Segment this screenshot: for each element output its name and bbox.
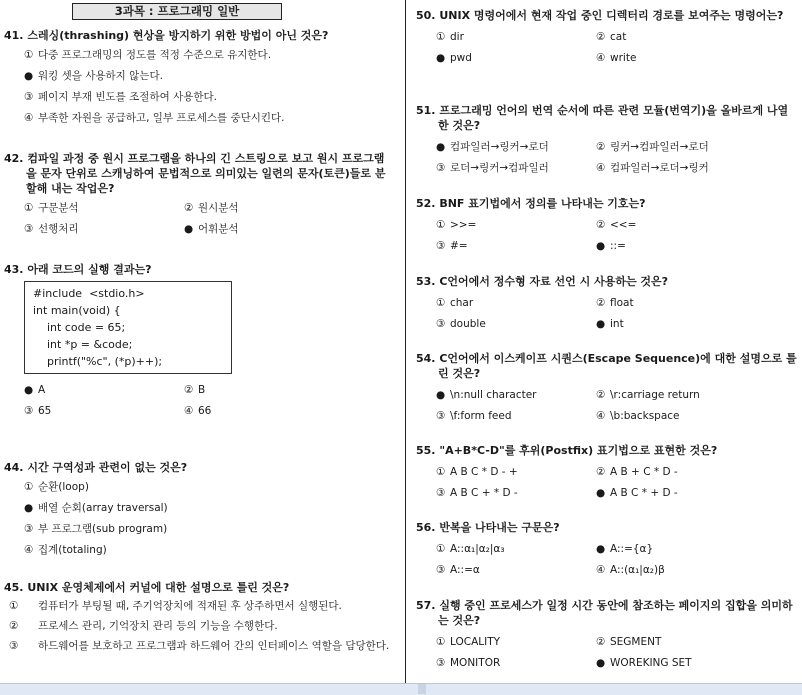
option-marker: ③ xyxy=(24,405,34,417)
question-stem: 실행 중인 프로세스가 일정 시간 동안에 참조하는 페이지의 집합을 의미하는 것은? xyxy=(438,599,793,627)
option-text: A::={α} xyxy=(610,543,654,555)
option[interactable] xyxy=(576,653,798,674)
option-marker: ④ xyxy=(24,112,34,124)
option[interactable] xyxy=(416,48,576,69)
option-text: \n:null character xyxy=(450,389,537,401)
option-text: char xyxy=(450,297,474,309)
option[interactable] xyxy=(164,198,394,219)
option-text: pwd xyxy=(450,52,472,64)
option[interactable] xyxy=(4,598,394,614)
option-marker: ② xyxy=(596,466,606,478)
option-text: \r:carriage return xyxy=(610,389,700,401)
answer-marker: ● xyxy=(24,384,34,396)
option[interactable] xyxy=(576,539,798,560)
option-marker: ③ xyxy=(9,640,19,652)
option-text: dir xyxy=(450,31,464,43)
question-stem: C언어에서 이스케이프 시퀀스(Escape Sequence)에 대한 설명으로 틀린 것은? xyxy=(438,352,797,380)
option-text: 부족한 자원을 공급하고, 일부 프로세스를 중단시킨다. xyxy=(38,112,285,124)
option-text: A B + C * D - xyxy=(610,466,678,478)
option-text: 순환(loop) xyxy=(38,481,89,493)
option[interactable] xyxy=(416,385,576,406)
answer-marker: ● xyxy=(596,318,606,330)
option[interactable] xyxy=(416,314,576,335)
question-43 xyxy=(4,262,394,422)
question-number: 51. xyxy=(416,104,436,117)
question-number: 42. xyxy=(4,152,24,165)
option-marker: ③ xyxy=(24,91,34,103)
option[interactable] xyxy=(576,560,798,581)
question-number: 44. xyxy=(4,461,24,474)
option[interactable] xyxy=(576,385,798,406)
question-number: 57. xyxy=(416,599,436,612)
code-line: #include <stdio.h> xyxy=(33,287,145,300)
option[interactable] xyxy=(416,560,576,581)
answer-marker: ● xyxy=(436,52,446,64)
option-marker: ② xyxy=(596,141,606,153)
option[interactable] xyxy=(576,236,798,257)
option[interactable] xyxy=(416,215,576,236)
option-text: 66 xyxy=(198,405,212,417)
option[interactable] xyxy=(576,293,798,314)
option-marker: ① xyxy=(436,219,446,231)
question-56 xyxy=(416,520,798,581)
option[interactable] xyxy=(4,638,394,654)
answer-marker: ● xyxy=(24,70,34,82)
option[interactable] xyxy=(4,380,164,401)
option-marker: ② xyxy=(596,636,606,648)
option[interactable] xyxy=(416,293,576,314)
option-marker: ② xyxy=(9,620,19,632)
answer-marker: ● xyxy=(596,543,606,555)
option-marker: ④ xyxy=(596,162,606,174)
option-marker: ② xyxy=(184,202,194,214)
code-line: int code = 65; xyxy=(33,321,126,334)
option[interactable] xyxy=(576,406,798,427)
horizontal-scrollbar[interactable] xyxy=(0,683,802,695)
option-marker: ② xyxy=(596,389,606,401)
answer-marker: ● xyxy=(596,657,606,669)
option-text: LOCALITY xyxy=(450,636,501,648)
question-number: 52. xyxy=(416,197,436,210)
option-marker: ① xyxy=(436,636,446,648)
question-50 xyxy=(416,8,798,69)
option-text: float xyxy=(610,297,634,309)
option-text: B xyxy=(198,384,206,396)
question-stem: UNIX 명령어에서 현재 작업 중인 디렉터리 경로를 보여주는 명령어는? xyxy=(439,9,784,22)
option-marker: ④ xyxy=(596,410,606,422)
question-stem: 프로그래밍 언어의 번역 순서에 따른 관련 모듈(번역기)을 올바르게 나열한 것은? xyxy=(438,104,789,132)
option[interactable] xyxy=(4,401,164,422)
option[interactable] xyxy=(164,380,394,401)
option[interactable] xyxy=(416,158,576,179)
question-stem: 시간 구역성과 관련이 없는 것은? xyxy=(27,461,188,474)
option[interactable] xyxy=(416,462,576,483)
code-box xyxy=(24,281,232,374)
answer-marker: ● xyxy=(596,240,606,252)
option-text: A xyxy=(38,384,46,396)
option-text: 부 프로그램(sub program) xyxy=(38,523,168,535)
option-text: >>= xyxy=(450,219,477,231)
option[interactable] xyxy=(4,477,394,498)
question-stem: "A+B*C-D"를 후위(Postfix) 표기법으로 표현한 것은? xyxy=(439,444,718,457)
option-text: 프로세스 관리, 기억장치 관리 등의 기능을 수행한다. xyxy=(38,620,278,632)
option-marker: ③ xyxy=(436,318,446,330)
option-marker: ① xyxy=(24,49,34,61)
option[interactable] xyxy=(576,314,798,335)
option-text: 페이지 부재 빈도를 조절하여 사용한다. xyxy=(38,91,217,103)
option[interactable] xyxy=(576,48,798,69)
option-marker: ① xyxy=(436,297,446,309)
option-marker: ② xyxy=(596,219,606,231)
question-stem: C언어에서 정수형 자료 선언 시 사용하는 것은? xyxy=(439,275,669,288)
option[interactable] xyxy=(164,219,394,240)
question-52 xyxy=(416,196,798,257)
option-text: 65 xyxy=(38,405,52,417)
option-text: 배열 순회(array traversal) xyxy=(38,502,168,514)
option[interactable] xyxy=(4,498,394,519)
option-text: #= xyxy=(450,240,468,252)
option-marker: ① xyxy=(436,466,446,478)
option-marker: ② xyxy=(596,31,606,43)
option-marker: ③ xyxy=(436,410,446,422)
question-stem: 스레싱(thrashing) 현상을 방지하기 위한 방법이 아닌 것은? xyxy=(27,29,329,42)
question-stem: 컴파일 과정 중 원시 프로그램을 하나의 긴 스트링으로 보고 원시 프로그램을 문자 단위로 스캐닝하여 문법적으로 의미있는 일련의 문자(토큰)들로 분할해 내는 작업은? xyxy=(26,152,386,195)
option-text: 컴파일러→링커→로더 xyxy=(450,141,549,153)
option[interactable] xyxy=(416,236,576,257)
question-number: 41. xyxy=(4,29,24,42)
option[interactable] xyxy=(416,483,576,504)
option[interactable] xyxy=(4,540,394,561)
option-text: 어휘분석 xyxy=(198,223,239,235)
question-number: 45. xyxy=(4,581,24,594)
option-text: 워킹 셋을 사용하지 않는다. xyxy=(38,70,163,82)
option-text: 컴파일러→로더→링커 xyxy=(610,162,709,174)
option-text: 원시분석 xyxy=(198,202,239,214)
option-text: write xyxy=(610,52,637,64)
option[interactable] xyxy=(416,27,576,48)
option-text: WOREKING SET xyxy=(610,657,692,669)
option-text: \b:backspace xyxy=(610,410,680,422)
option-text: A B C * + D - xyxy=(610,487,678,499)
option-text: 다중 프로그래밍의 정도를 적정 수준으로 유지한다. xyxy=(38,49,272,61)
question-number: 50. xyxy=(416,9,436,22)
option[interactable] xyxy=(4,66,394,87)
option-text: 선행처리 xyxy=(38,223,79,235)
subject-title: 3과목 : 프로그래밍 일반 xyxy=(72,3,282,20)
option-marker: ③ xyxy=(436,487,446,499)
scrollbar-thumb[interactable] xyxy=(418,684,426,694)
option-text: ::= xyxy=(610,240,626,252)
option-text: A::(α₁|α₂)β xyxy=(610,564,665,576)
option[interactable] xyxy=(4,219,164,240)
question-41 xyxy=(4,28,394,129)
answer-marker: ● xyxy=(24,502,34,514)
question-number: 56. xyxy=(416,521,436,534)
option-text: A B C + * D - xyxy=(450,487,518,499)
option[interactable] xyxy=(416,539,576,560)
answer-marker: ● xyxy=(436,389,446,401)
option[interactable] xyxy=(4,45,394,66)
option[interactable] xyxy=(416,632,576,653)
option-text: A::α₁|α₂|α₃ xyxy=(450,543,505,555)
question-51 xyxy=(416,103,798,179)
option-text: A::=α xyxy=(450,564,480,576)
option[interactable] xyxy=(576,137,798,158)
option-marker: ① xyxy=(436,543,446,555)
option[interactable] xyxy=(4,198,164,219)
option-marker: ① xyxy=(436,31,446,43)
column-divider xyxy=(405,0,406,683)
option[interactable] xyxy=(576,462,798,483)
option-text: double xyxy=(450,318,486,330)
option-text: 구문분석 xyxy=(38,202,79,214)
question-45 xyxy=(4,580,394,658)
answer-marker: ● xyxy=(184,223,194,235)
option[interactable] xyxy=(4,108,394,129)
option[interactable] xyxy=(576,632,798,653)
answer-marker: ● xyxy=(436,141,446,153)
question-stem: 반복을 나타내는 구문은? xyxy=(439,521,560,534)
option-marker: ③ xyxy=(436,240,446,252)
question-55 xyxy=(416,443,798,504)
option-text: int xyxy=(610,318,624,330)
question-42 xyxy=(4,151,394,240)
option-text: 링커→컴파일러→로더 xyxy=(610,141,709,153)
option-text: 로더→링커→컴파일러 xyxy=(450,162,549,174)
option-marker: ① xyxy=(24,481,34,493)
question-53 xyxy=(416,274,798,335)
option-marker: ① xyxy=(24,202,34,214)
option-marker: ② xyxy=(184,384,194,396)
question-stem: UNIX 운영체제에서 커널에 대한 설명으로 틀린 것은? xyxy=(27,581,290,594)
option-text: 집계(totaling) xyxy=(38,544,107,556)
option-marker: ② xyxy=(596,297,606,309)
option-text: A B C * D - + xyxy=(450,466,518,478)
option[interactable] xyxy=(416,653,576,674)
option-text: SEGMENT xyxy=(610,636,662,648)
option-marker: ① xyxy=(9,600,19,612)
code-line: int main(void) { xyxy=(33,304,121,317)
question-stem: 아래 코드의 실행 결과는? xyxy=(27,263,152,276)
option-text: 하드웨어를 보호하고 프로그램과 하드웨어 간의 인터페이스 역할을 담당한다. xyxy=(38,640,390,652)
question-number: 55. xyxy=(416,444,436,457)
option[interactable] xyxy=(576,215,798,236)
option-marker: ③ xyxy=(24,523,34,535)
question-57 xyxy=(416,598,798,674)
option[interactable] xyxy=(416,137,576,158)
answer-marker: ● xyxy=(596,487,606,499)
question-number: 43. xyxy=(4,263,24,276)
option-text: cat xyxy=(610,31,627,43)
code-line: printf("%c", (*p)++); xyxy=(33,355,163,368)
option-text: \f:form feed xyxy=(450,410,512,422)
option[interactable] xyxy=(416,406,576,427)
option-marker: ③ xyxy=(24,223,34,235)
option-marker: ④ xyxy=(596,564,606,576)
option[interactable] xyxy=(576,158,798,179)
question-44 xyxy=(4,460,394,561)
option-text: <<= xyxy=(610,219,637,231)
option-marker: ④ xyxy=(596,52,606,64)
option-marker: ③ xyxy=(436,564,446,576)
option[interactable] xyxy=(576,483,798,504)
code-line: int *p = &code; xyxy=(33,338,133,351)
option[interactable] xyxy=(164,401,394,422)
option-marker: ④ xyxy=(184,405,194,417)
option[interactable] xyxy=(4,87,394,108)
option[interactable] xyxy=(576,27,798,48)
question-number: 53. xyxy=(416,275,436,288)
question-stem: BNF 표기법에서 정의를 나타내는 기호는? xyxy=(439,197,646,210)
question-54 xyxy=(416,351,798,427)
option-marker: ③ xyxy=(436,162,446,174)
option-marker: ④ xyxy=(24,544,34,556)
option[interactable] xyxy=(4,618,394,634)
option[interactable] xyxy=(4,519,394,540)
option-marker: ③ xyxy=(436,657,446,669)
option-text: 컴퓨터가 부팅될 때, 주기억장치에 적재된 후 상주하면서 실행된다. xyxy=(38,600,342,612)
option-text: MONITOR xyxy=(450,657,501,669)
question-number: 54. xyxy=(416,352,436,365)
